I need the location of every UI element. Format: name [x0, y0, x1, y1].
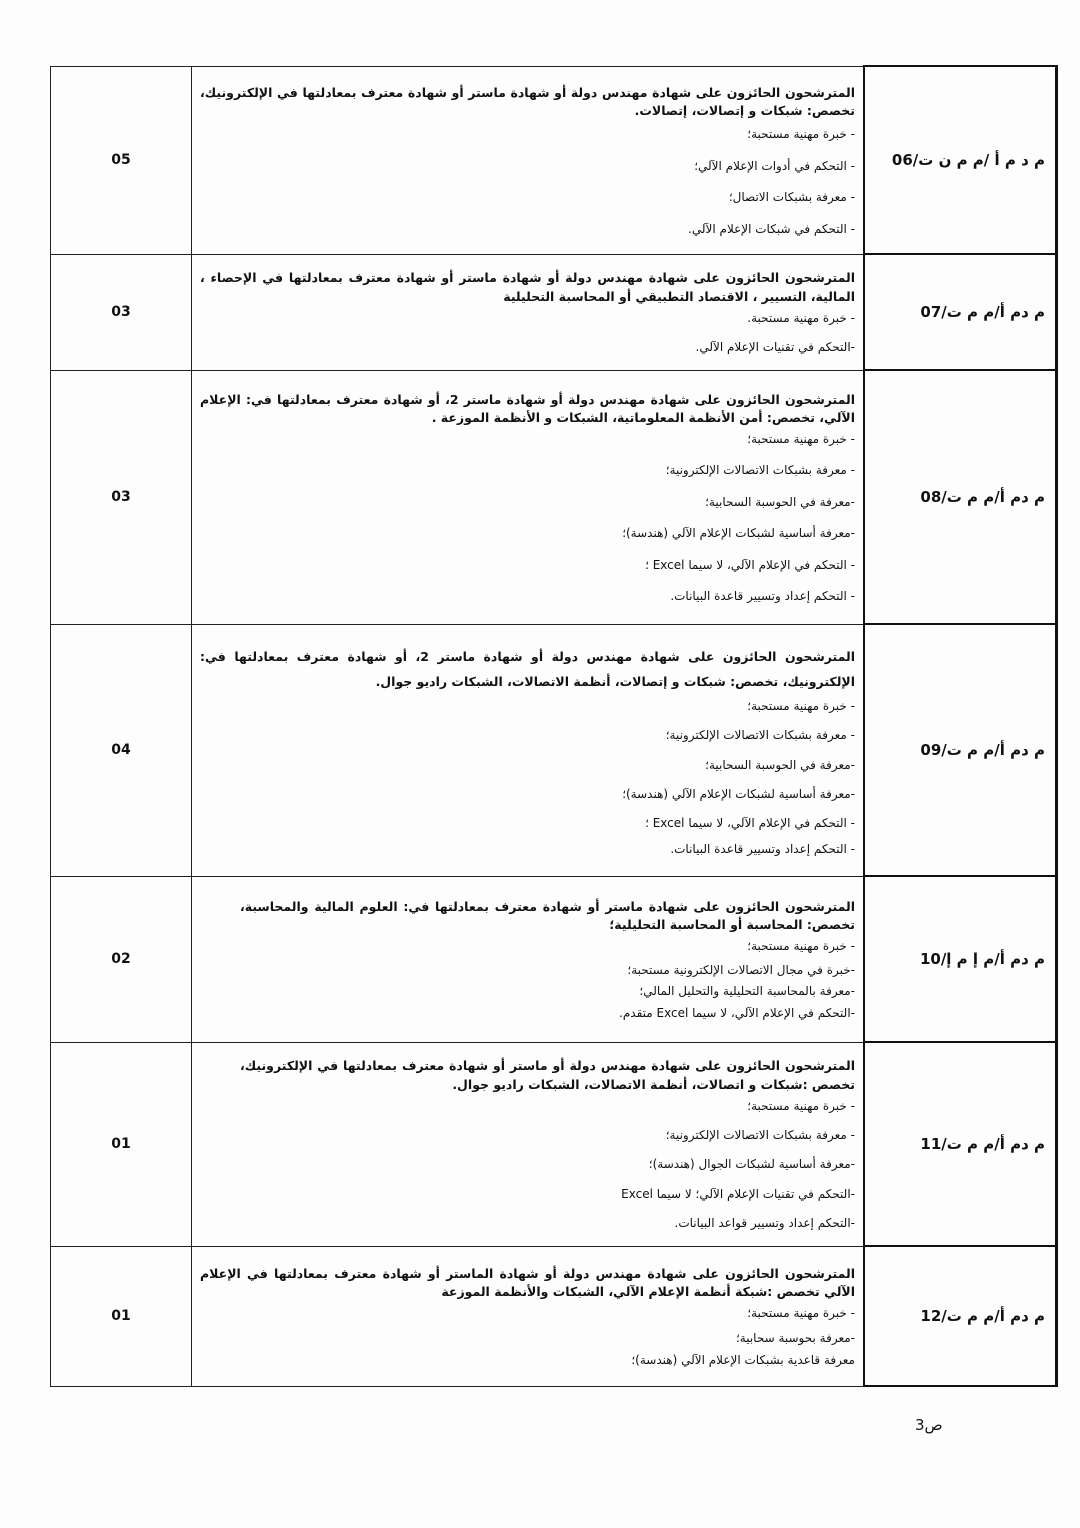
requirement-item: - خبرة مهنية مستحبة؛: [747, 698, 855, 713]
position-count: 01: [51, 1042, 192, 1246]
table-row: [51, 1042, 1057, 1246]
requirement-item: - التحكم في شبكات الإعلام الآلي.: [688, 221, 855, 236]
position-count: 01: [51, 1246, 192, 1386]
requirement-item: - معرفة بشبكات الاتصالات الإلكترونية؛: [665, 1128, 855, 1143]
requirement-item: -معرفة في الحوسبة السحابية؛: [705, 757, 855, 772]
page-number: ص3: [915, 1416, 943, 1434]
position-description: [192, 1042, 865, 1246]
positions-table: [50, 65, 1058, 1387]
requirement-item: -معرفة أساسية لشبكات الجوال (هندسة)؛: [648, 1157, 855, 1172]
requirement-item: - التحكم إعداد وتسيير قاعدة البيانات.: [670, 841, 855, 856]
requirement-item: - خبرة مهنية مستحبة؛: [747, 1306, 855, 1321]
requirement-item: - خبرة مهنية مستحبة؛: [747, 939, 855, 954]
position-count: 03: [51, 254, 192, 370]
position-description: [192, 624, 865, 876]
eligibility-heading: المترشحون الحائزون على شهادة مهندس دولة أو شهادة ماستر أو شهادة معترف بمعادلتها في الإلكترونيك، تخصص: شبكات و إتصالات، إتصالات.: [200, 85, 855, 119]
position-description: [192, 66, 865, 254]
table-row: [51, 1246, 1057, 1386]
requirement-item: - معرفة بشبكات الاتصال؛: [728, 190, 855, 205]
table-row: [51, 876, 1057, 1042]
position-code: م دم أ/م م ت/08: [864, 370, 1057, 624]
position-count: 04: [51, 624, 192, 876]
table-row: [51, 254, 1057, 370]
position-code: م دم أ/م م ت/12: [864, 1246, 1057, 1386]
requirement-item: - التحكم إعداد وتسيير قاعدة البيانات.: [670, 588, 855, 603]
requirement-item: - التحكم في الإعلام الآلي، لا سيما Excel ؛: [645, 557, 855, 572]
requirement-item: - معرفة بشبكات الاتصالات الإلكترونية؛: [665, 728, 855, 743]
eligibility-heading: المترشحون الحائزون على شهادة مهندس دولة أو شهادة الماستر أو شهادة معترف بمعادلتها في الإعلام الآلي تخصص :شبكة أنظمة الإعلام الآلي، الشبكات والأنظمة الموزعة: [200, 1265, 855, 1299]
position-count: 02: [51, 876, 192, 1042]
position-code: م دم أ/م م ت/09: [864, 624, 1057, 876]
position-count: 03: [51, 370, 192, 624]
requirement-item: - خبرة مهنية مستحبة.: [747, 310, 855, 325]
eligibility-heading: المترشحون الحائزون على شهادة مهندس دولة أو شهادة ماستر 2، أو شهادة معترف بمعادلتها في: الإلكترونيك، تخصص: شبكات و إتصالات، أنظمة الاتصالات، الشبكات راديو جوال.: [200, 648, 855, 689]
position-code: م دم أ/م إ م إ/10: [864, 876, 1057, 1042]
position-count: 05: [51, 66, 192, 254]
requirement-item: -معرفة أساسية لشبكات الإعلام الآلي (هندسة)؛: [622, 526, 855, 541]
eligibility-heading: المترشحون الحائزون على شهادة مهندس دولة أو شهادة ماستر 2، أو شهادة معترف بمعادلتها في: الإعلام الآلي، تخصص: أمن الأنظمة المعلوماتية، الشبكات و الأنظمة الموزعة .: [200, 391, 855, 425]
position-description: [192, 370, 865, 624]
position-code: م د م أ /م م ن ت/06: [864, 66, 1057, 254]
requirement-item: -التحكم في الإعلام الآلي، لا سيما Excel متقدم.: [619, 1005, 855, 1020]
table-row: [51, 66, 1057, 254]
eligibility-heading: المترشحون الحائزون على شهادة ماستر أو شهادة معترف بمعادلتها في: العلوم المالية والمحاسبة، تخصص: المحاسبة أو المحاسبة التحليلية؛: [240, 899, 855, 933]
table-row: [51, 624, 1057, 876]
position-description: [192, 254, 865, 370]
requirement-item: - خبرة مهنية مستحبة؛: [747, 127, 855, 142]
position-description: [192, 1246, 865, 1386]
requirement-item: - معرفة بشبكات الاتصالات الإلكترونية؛: [665, 463, 855, 478]
requirement-item: -معرفة بحوسبة سحابية؛: [735, 1331, 855, 1346]
table-row: [51, 370, 1057, 624]
eligibility-heading: المترشحون الحائزون على شهادة مهندس دولة أو ماستر أو شهادة معترف بمعادلتها في الإلكترونيك، تخصص :شبكات و اتصالات، أنظمة الاتصالات، الشبكات راديو جوال.: [240, 1058, 855, 1092]
position-code: م دم أ/م م ت/07: [864, 254, 1057, 370]
requirement-item: - خبرة مهنية مستحبة؛: [747, 1098, 855, 1113]
requirement-item: - التحكم في أدوات الإعلام الآلي؛: [694, 158, 855, 173]
requirement-item: -معرفة بالمحاسبة التحليلية والتحليل المالي؛: [639, 984, 855, 999]
requirement-item: - خبرة مهنية مستحبة؛: [747, 431, 855, 446]
requirement-item: -معرفة في الحوسبة السحابية؛: [705, 494, 855, 509]
requirement-item: -معرفة أساسية لشبكات الإعلام الآلي (هندسة)؛: [622, 787, 855, 801]
requirement-item: -التحكم في تقنيات الإعلام الآلي؛ لا سيما Excel: [621, 1186, 855, 1201]
position-description: [192, 876, 865, 1042]
requirement-item: -التحكم في تقنيات الإعلام الآلي.: [695, 340, 855, 355]
requirement-item: معرفة قاعدية بشبكات الإعلام الآلي (هندسة)؛: [631, 1352, 855, 1367]
requirement-item: - التحكم في الإعلام الآلي، لا سيما Excel ؛: [645, 816, 855, 831]
position-code: م دم أ/م م ت/11: [864, 1042, 1057, 1246]
requirement-item: -التحكم إعداد وتسيير قواعد البيانات.: [674, 1216, 855, 1231]
requirement-item: -خبرة في مجال الاتصالات الإلكترونية مستحبة؛: [627, 962, 855, 977]
eligibility-heading: المترشحون الحائزون على شهادة مهندس دولة أو شهادة ماستر أو شهادة معترف بمعادلتها في الإحصاء ، المالية، التسيير ، الاقتصاد التطبيقي أو المحاسبة التحليلية: [200, 270, 855, 304]
